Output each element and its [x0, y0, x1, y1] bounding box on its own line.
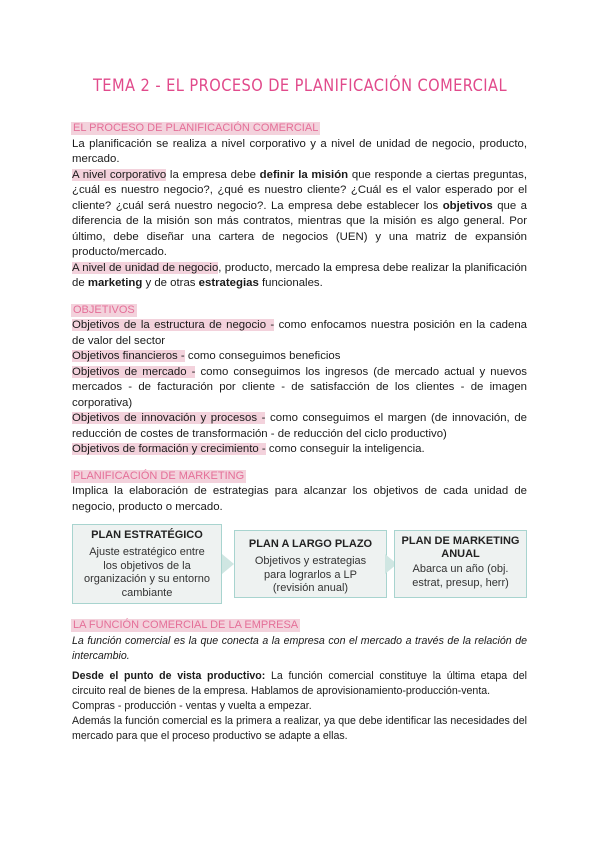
plan-largo-plazo-box [234, 530, 387, 598]
paragraph: La planificación se realiza a nivel corporativo y a nivel de unidad de negocio, producto, mercado. [72, 137, 527, 165]
plan-estrategico-box [72, 524, 222, 604]
section-heading-objetivos: OBJETIVOS [73, 303, 135, 316]
arrow-right-icon [222, 554, 234, 574]
plan-marketing-anual-box [394, 530, 527, 598]
list-item: Objetivos de innovación y procesos - como conseguimos el margen (de innovación, de reducción de costes de transformación - de reducción del ciclo productivo) [72, 412, 527, 440]
list-item: Objetivos de mercado - como conseguimos los ingresos (de mercado actual y nuevos mercados - de facturación por cliente - de satisfacción de los clientes - de imagen corporativa) [72, 365, 527, 409]
paragraph: A nivel corporativo la empresa debe definir la misión que responde a ciertas preguntas, ¿cuál es nuestro negocio?, ¿qué es nuestro cliente? ¿Cuál es el valor esperado por el cliente? ¿cuál será nuestro negocio?. La empresa debe establecer los objetivos que a diferencia de la misión son más contratos, mientras que la misión es algo general. Por último, debe diseñar una cartera de negocios (UEN) y una matriz de expansión producto/mercado. [72, 168, 528, 258]
list-item: Objetivos de formación y crecimiento - como conseguir la inteligencia. [72, 443, 425, 455]
box-desc: Objetivos y estrategias para lograrlos a LP (revisión anual) [254, 555, 367, 594]
section-heading-planificacion: EL PROCESO DE PLANIFICACIÓN COMERCIAL [73, 122, 319, 134]
box-title: PLAN A LARGO PLAZO [248, 538, 373, 550]
paragraph: Además la función comercial es la primera a realizar, ya que debe identificar las necesidades del mercado para que el proceso productivo se adapte a ellas. [72, 714, 527, 742]
list-item: Objetivos financieros - como conseguimos beneficios [72, 350, 341, 362]
list-item: Objetivos de la estructura de negocio - como enfocamos nuestra posición en la cadena de valor del sector [72, 319, 527, 347]
page-title: TEMA 2 - EL PROCESO DE PLANIFICACIÓN COMERCIAL [92, 76, 508, 96]
planning-diagram [72, 524, 527, 604]
section-heading-marketing: PLANIFICACIÓN DE MARKETING [73, 469, 245, 482]
box-title: PLAN ESTRATÉGICO [91, 529, 203, 541]
box-desc: Ajuste estratégico entre los objetivos de la organización y su entorno cambiante [84, 546, 210, 599]
box-desc: Abarca un año (obj. estrat, presup, herr) [412, 563, 509, 589]
paragraph: A nivel de unidad de negocio, producto, mercado la empresa debe realizar la planificación de marketing y de otras estrategias funcionales. [72, 261, 528, 289]
paragraph: Implica la elaboración de estrategias para alcanzar los objetivos de cada unidad de negocio, producto o mercado. [72, 485, 527, 513]
section-heading-funcion-comercial: LA FUNCIÓN COMERCIAL DE LA EMPRESA [73, 619, 299, 631]
paragraph: Compras - producción - ventas y vuelta a empezar. [72, 699, 312, 712]
paragraph: Desde el punto de vista productivo: La función comercial constituye la última etapa del circuito real de bienes de la empresa. Hablamos de aprovisionamiento-producción-venta. [72, 669, 528, 697]
content [72, 121, 527, 744]
paragraph-italic: La función comercial es la que conecta a la empresa con el mercado a través de la relación de intercambio. [72, 634, 527, 662]
box-title: PLAN DE MARKETING ANUAL [401, 535, 520, 560]
